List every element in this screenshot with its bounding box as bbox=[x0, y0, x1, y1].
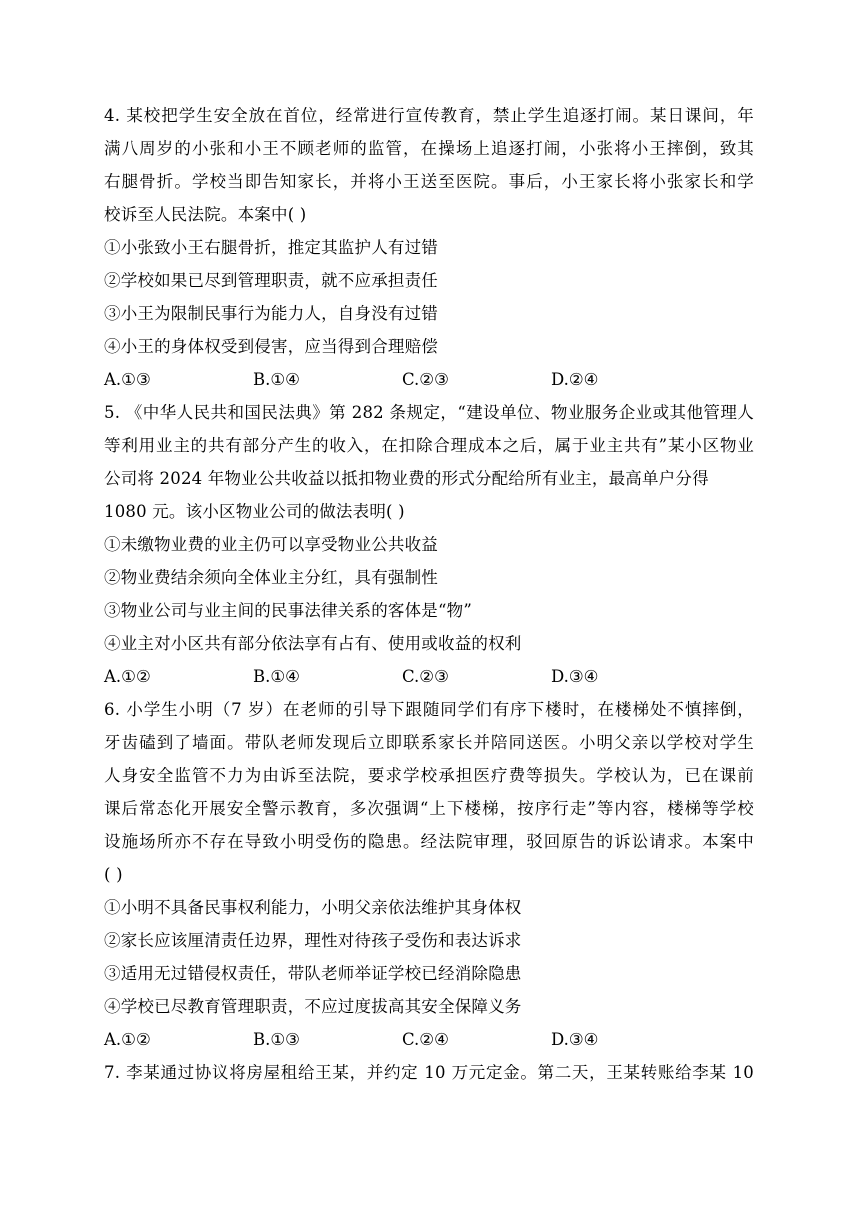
question-4 bbox=[104, 99, 754, 396]
option-a: A.①② bbox=[104, 1030, 151, 1049]
statement: ④小王的身体权受到侵害，应当得到合理赔偿 bbox=[104, 337, 438, 356]
question-stem-line: 校诉至人民法院。本案中( ) bbox=[104, 205, 307, 224]
question-stem-line: 7. 李某通过协议将房屋租给王某，并约定 10 万元定金。第二天，王某转账给李某 10 bbox=[104, 1063, 754, 1082]
option-b: B.①③ bbox=[253, 1030, 300, 1049]
option-d: D.③④ bbox=[551, 1030, 599, 1049]
question-7 bbox=[104, 1056, 754, 1089]
question-stem-line: 课后常态化开展安全警示教育，多次强调“上下楼梯，按序行走”等内容，楼梯等学校 bbox=[104, 799, 754, 818]
option-a: A.①③ bbox=[104, 370, 151, 389]
question-stem-line: 6. 小学生小明（7 岁）在老师的引导下跟随同学们有序下楼时，在楼梯处不慎摔倒， bbox=[104, 700, 754, 719]
question-stem-line: 牙齿磕到了墙面。带队老师发现后立即联系家长并陪同送医。小明父亲以学校对学生 bbox=[104, 733, 754, 752]
option-d: D.③④ bbox=[551, 667, 599, 686]
question-stem-line: 等利用业主的共有部分产生的收入，在扣除合理成本之后，属于业主共有”某小区物业 bbox=[104, 436, 754, 455]
question-list bbox=[104, 99, 754, 1089]
question-stem-line: 人身安全监管不力为由诉至法院，要求学校承担医疗费等损失。学校认为，已在课前 bbox=[104, 766, 754, 785]
question-stem-line: 右腿骨折。学校当即告知家长，并将小王送至医院。事后，小王家长将小张家长和学 bbox=[104, 172, 754, 191]
option-c: C.②③ bbox=[402, 370, 449, 389]
option-c: C.②④ bbox=[402, 1030, 449, 1049]
option-c: C.②③ bbox=[402, 667, 449, 686]
question-stem-line: 满八周岁的小张和小王不顾老师的监管，在操场上追逐打闹，小张将小王摔倒，致其 bbox=[104, 139, 754, 158]
statement: ①未缴物业费的业主仍可以享受物业公共收益 bbox=[104, 535, 438, 554]
statement: ②物业费结余须向全体业主分红，具有强制性 bbox=[104, 568, 438, 587]
answer-options bbox=[104, 1023, 754, 1056]
question-5 bbox=[104, 396, 754, 693]
question-stem-line: ( ) bbox=[104, 865, 123, 884]
question-stem-line: 4. 某校把学生安全放在首位，经常进行宣传教育，禁止学生追逐打闹。某日课间，年 bbox=[104, 106, 754, 125]
statement: ③物业公司与业主间的民事法律关系的客体是“物” bbox=[104, 601, 472, 620]
question-stem-line: 设施场所亦不存在导致小明受伤的隐患。经法院审理，驳回原告的诉讼请求。本案中 bbox=[104, 832, 754, 851]
statement: ③适用无过错侵权责任，带队老师举证学校已经消除隐患 bbox=[104, 964, 522, 983]
statement: ④业主对小区共有部分依法享有占有、使用或收益的权利 bbox=[104, 634, 522, 653]
statement: ②家长应该厘清责任边界，理性对待孩子受伤和表达诉求 bbox=[104, 931, 522, 950]
option-b: B.①④ bbox=[253, 667, 300, 686]
question-6 bbox=[104, 693, 754, 1056]
option-a: A.①② bbox=[104, 667, 151, 686]
answer-options bbox=[104, 363, 754, 396]
answer-options bbox=[104, 660, 754, 693]
option-d: D.②④ bbox=[551, 370, 599, 389]
statement: ①小张致小王右腿骨折，推定其监护人有过错 bbox=[104, 238, 438, 257]
statement: ③小王为限制民事行为能力人，自身没有过错 bbox=[104, 304, 438, 323]
question-stem-line: 公司将 2024 年物业公共收益以抵扣物业费的形式分配给所有业主，最高单户分得 bbox=[104, 469, 709, 488]
statement: ①小明不具备民事权利能力，小明父亲依法维护其身体权 bbox=[104, 898, 522, 917]
option-b: B.①④ bbox=[253, 370, 300, 389]
question-stem-line: 1080 元。该小区物业公司的做法表明( ) bbox=[104, 502, 405, 521]
question-stem-line: 5. 《中华人民共和国民法典》第 282 条规定，“建设单位、物业服务企业或其他管理人 bbox=[104, 403, 754, 422]
statement: ④学校已尽教育管理职责，不应过度拔高其安全保障义务 bbox=[104, 997, 522, 1016]
statement: ②学校如果已尽到管理职责，就不应承担责任 bbox=[104, 271, 438, 290]
